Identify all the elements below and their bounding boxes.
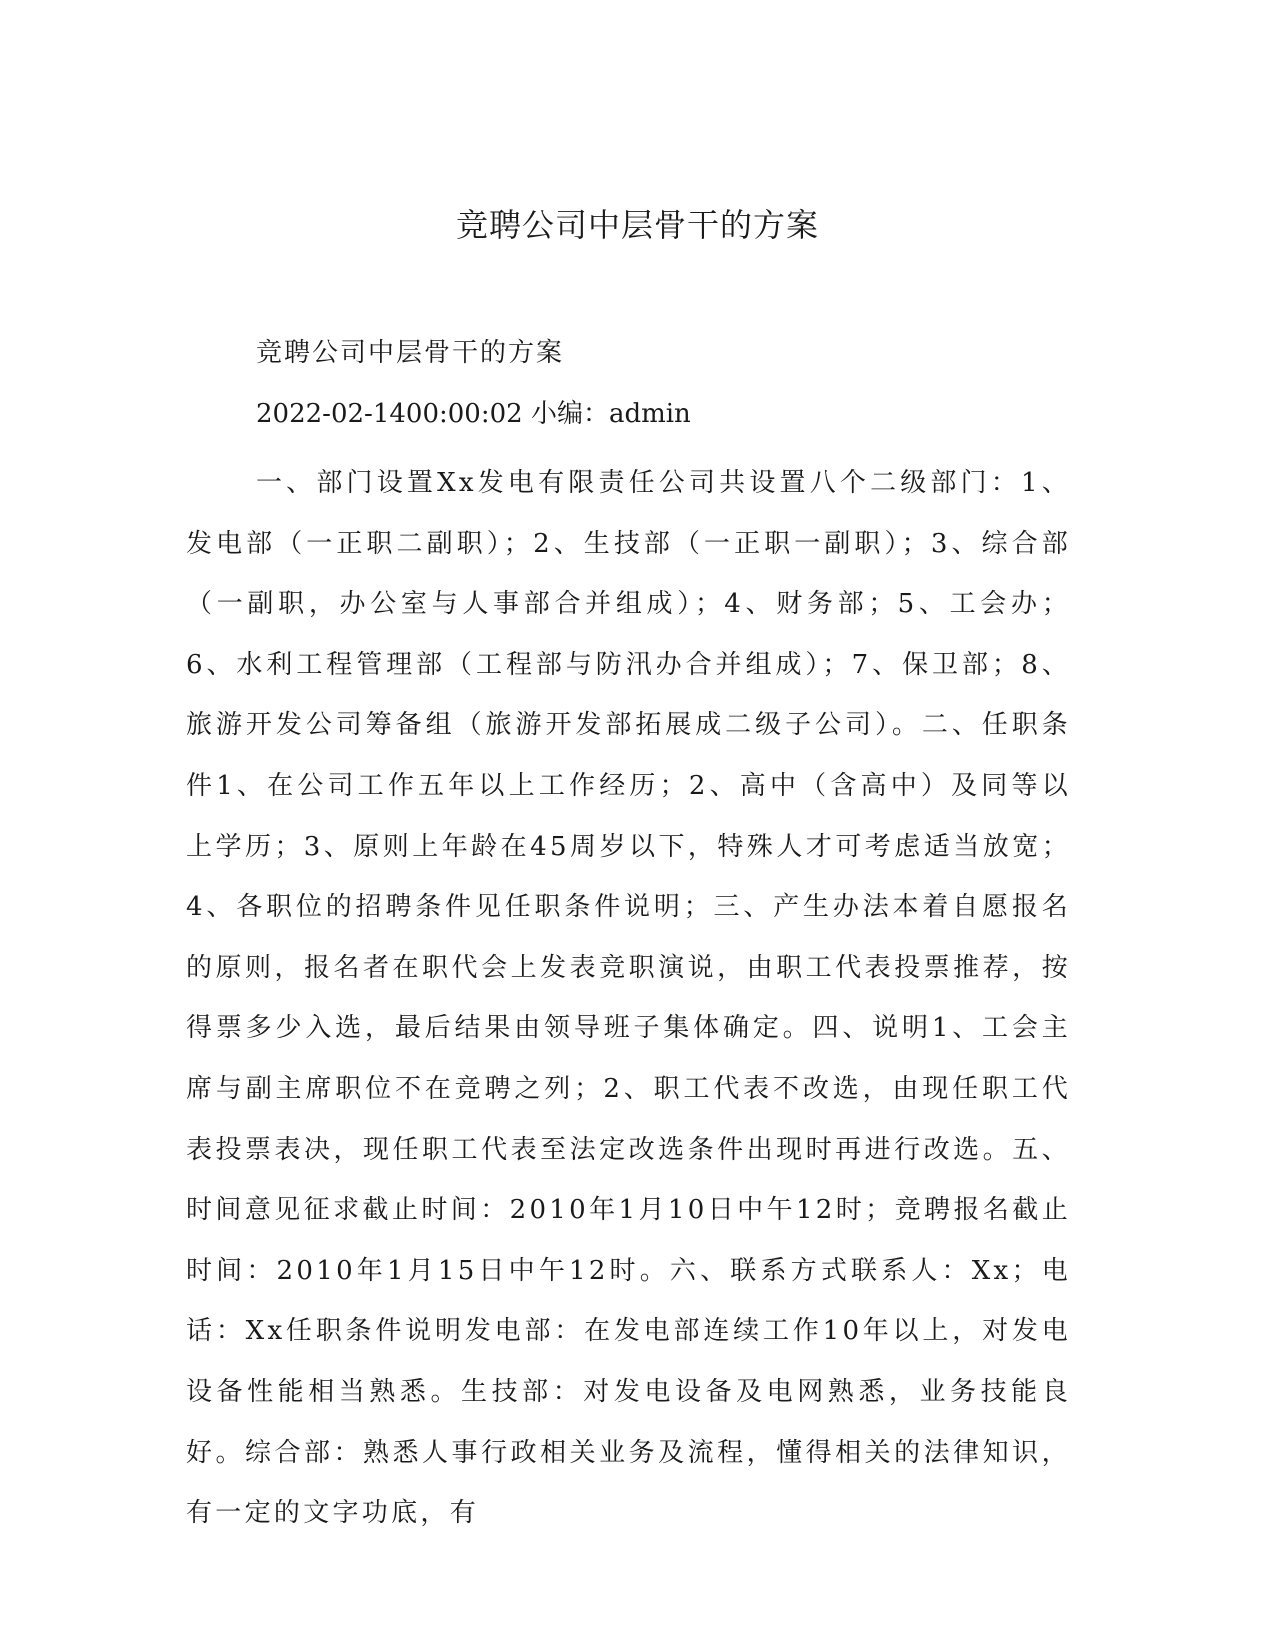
- document-body: 一、部门设置Xx发电有限责任公司共设置八个二级部门：1、发电部（一正职二副职）；2、生技部（一正职一副职）；3、综合部（一副职，办公室与人事部合并组成）；4、财务部；5、工会办；6、水利工程管理部（工程部与防汛办合并组成）；7、保卫部；8、旅游开发公司筹备组（旅游开发部拓展成二级子公司）。二、任职条件1、在公司工作五年以上工作经历；2、高中（含高中）及同等以上学历；3、原则上年龄在45周岁以下，特殊人才可考虑适当放宽；4、各职位的招聘条件见任职条件说明；三、产生办法本着自愿报名的原则，报名者在职代会上发表竞职演说，由职工代表投票推荐，按得票多少入选，最后结果由领导班子集体确定。四、说明1、工会主席与副主席职位不在竞聘之列；2、职工代表不改选，由现任职工代表投票表决，现任职工代表至法定改选条件出现时再进行改选。五、时间意见征求截止时间：2010年1月10日中午12时；竞聘报名截止时间：2010年1月15日中午12时。六、联系方式联系人：Xx；电话：Xx任职条件说明发电部：在发电部连续工作10年以上，对发电设备性能相当熟悉。生技部：对发电设备及电网熟悉，业务技能良好。综合部：熟悉人事行政相关业务及流程，懂得相关的法律知识，有一定的文字功底，有: [186, 468, 1071, 1529]
- document-subtitle: 竞聘公司中层骨干的方案: [256, 338, 565, 368]
- document-title: 竞聘公司中层骨干的方案: [455, 206, 819, 244]
- document-meta: 2022-02-1400:00:02 小编：admin: [256, 399, 691, 429]
